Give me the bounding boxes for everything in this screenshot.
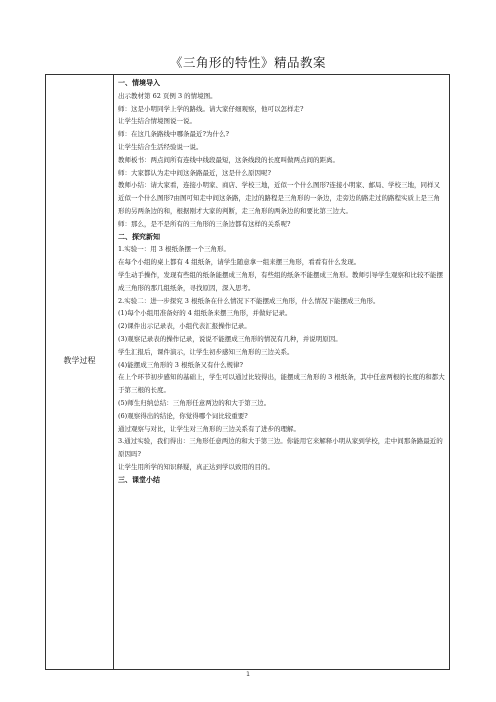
paragraph-line: (5)师生归纳总结：三角形任意两边的和大于第三边。 [118,398,271,407]
paragraph-line: (6)观察得出的结论，你觉得哪个词比较重要? [118,411,248,420]
paragraph-line: 2.实验二：进一步探究 3 根纸条在什么情况下不能摆成三角形，什么情况下能摆成三角形。 [118,296,380,305]
paragraph-line: 教师小结：请大家看，连接小明家、商店、学校三地，近似一个什么图形?连接小明家、邮局、学校三地，同样又近似一个什么图形?由图可知走中间这条路，走过的路程是三角形的一条边，走旁边的路走过的路程实质上是三角形的另两条边的和，根据刚才大家的判断，走三角形的两条边的和要比第三边大。 [118,181,440,215]
paragraph-line: (4)能摆成三角形的 3 根纸条又有什么规律? [118,360,243,369]
paragraph-line: 教师板书：两点间所有连线中线段最短，这条线段的长度叫做两点间的距离。 [118,155,339,164]
paragraph-line: 出示教材第 62 页例 3 的情境图。 [118,91,217,100]
paragraph-line: (3)观察记录表的操作记录，说说不能摆成三角形的情况有几种，并说明原因。 [118,334,342,343]
paragraph-line: 让学生结合情境图说一说。 [118,117,196,126]
paragraph-line: 学生动手操作，发现有些组的纸条能摆成三角形，有些组的纸条不能摆成三角形。教师引导学生观察和比较不能摆成三角形的那几组纸条，寻找原因，深入思考。 [118,270,443,292]
paragraph-line: 让学生结合生活经验说一说。 [118,142,203,151]
paragraph-line: 师：这是小明同学上学的路线。请大家仔细观察，他可以怎样走? [118,104,304,113]
section-heading: 三、课堂小结 [118,474,160,484]
content-cell [118,77,445,487]
paragraph-line: 让学生用所学的知识释疑，真正达到学以致用的目的。 [118,462,274,471]
paragraph-line: 3.通过实验，我们得出：三角形任意两边的和大于第三边。你能用它来解释小明从家到学校，走中间那条路最近的原因吗? [118,437,443,459]
paragraph-line: 师：那么，是不是所有的三角形的三条边都有这样的关系呢? [118,219,291,228]
paragraph-line: (2)课件出示记录表，小组代表汇报操作记录。 [118,322,251,331]
paragraph-line: 学生汇报后，课件演示，让学生初步感知三角形的三边关系。 [118,347,294,356]
paragraph-line: 在每个小组的桌上都有 4 组纸条，请学生随意拿一组来摆三角形，看看有什么发现。 [118,258,361,267]
column-divider [113,75,114,669]
document-title: 《三角形的特性》精品教案 [169,55,326,70]
section-heading: 二、探究新知 [118,231,160,241]
paragraph-line: 师：大家都认为走中间这条路最近，这是什么原因呢? [118,168,271,177]
paragraph-line: 师：在这几条路线中哪条最近?为什么? [118,130,229,139]
paragraph-line: 通过观察与对比，让学生对三角形的三边关系有了进步的理解。 [118,424,300,433]
lesson-table [45,74,450,670]
paragraph-line: (1)每个小组用准备好的 4 组纸条来摆三角形，并做好记录。 [118,309,292,318]
paragraph-line: 在上个环节初步感知的基础上，学生可以通过比较得出，能摆成三角形的 3 根纸条，其中任意两根的长度的和都大于第三根的长度。 [118,373,445,395]
section-heading: 一、情境导入 [118,78,160,87]
paragraph-line: 1.实验一：用 3 根纸条摆一个三角形。 [118,245,230,254]
page-number: 1 [246,671,250,678]
section-label: 教学过程 [63,356,96,365]
